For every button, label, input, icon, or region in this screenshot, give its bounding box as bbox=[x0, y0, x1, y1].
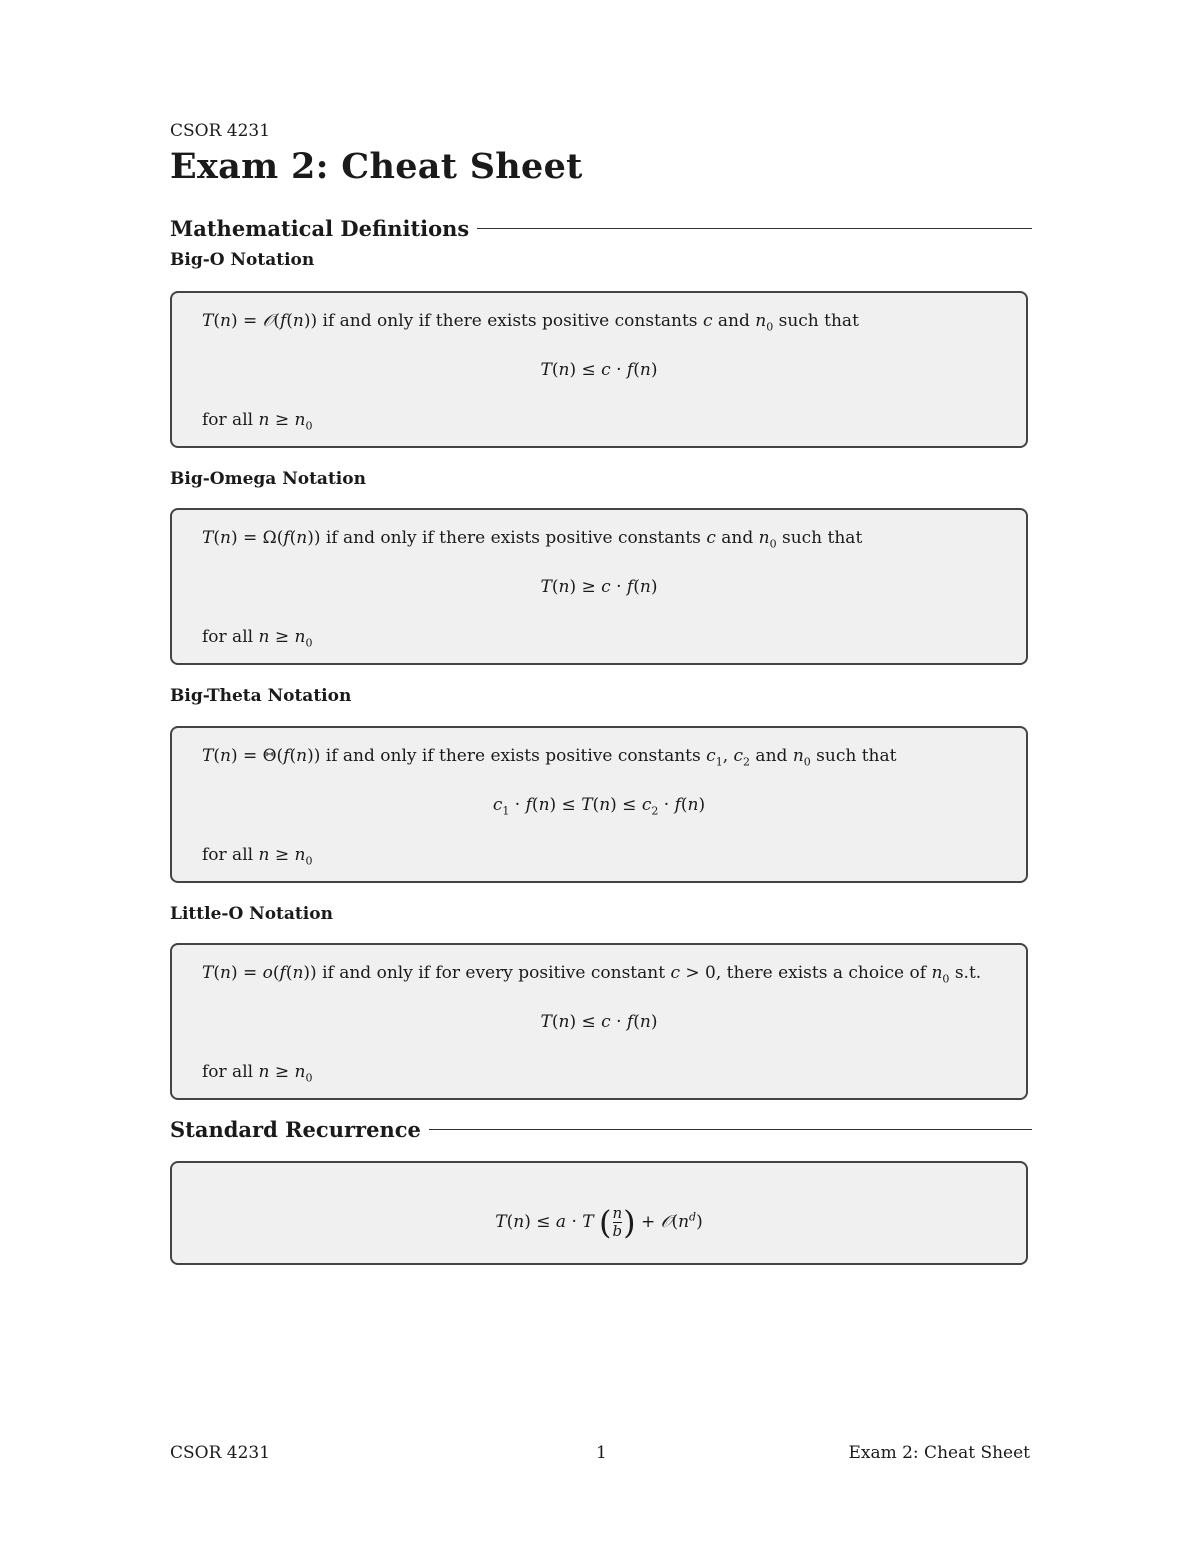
section-rule bbox=[477, 228, 1032, 229]
big-omega-heading: Big-Omega Notation bbox=[170, 469, 366, 489]
big-o-for-all: for all $n \ge n_0$ bbox=[202, 410, 313, 433]
little-o-heading: Little-O Notation bbox=[170, 904, 333, 924]
page-title: Exam 2: Cheat Sheet bbox=[170, 146, 583, 187]
big-o-box bbox=[170, 291, 1028, 448]
recurrence-formula: T(n) ≤ a · T ( $\frac{n}{b}$ ) + $𝒪(n^d)$ bbox=[495, 1203, 703, 1242]
big-omega-box bbox=[170, 508, 1028, 665]
footer-title: Exam 2: Cheat Sheet bbox=[848, 1443, 1030, 1463]
big-o-inequality: T(n) ≤ c · f(n) bbox=[540, 360, 658, 380]
big-omega-inequality: T(n) ≥ c · f(n) bbox=[540, 577, 658, 597]
big-theta-box bbox=[170, 726, 1028, 883]
big-theta-heading: Big-Theta Notation bbox=[170, 686, 352, 706]
big-theta-definition: T(n) = Θ(f(n)) if and only if there exists positive constants $c_1$, $c_2$ and $n_0$ such that bbox=[202, 746, 897, 769]
little-o-definition: T(n) = o(f(n)) if and only if for every positive constant c > 0, there exists a choice of $n_0$ s.t. bbox=[202, 963, 982, 986]
big-omega-for-all: for all $n \ge n_0$ bbox=[202, 627, 313, 650]
section-title: Standard Recurrence bbox=[170, 1117, 421, 1142]
little-o-box bbox=[170, 943, 1028, 1100]
little-o-inequality: T(n) ≤ c · f(n) bbox=[540, 1012, 658, 1032]
section-standard-recurrence bbox=[170, 1117, 1032, 1142]
big-theta-inequality: $c_1 \cdot f(n) \le T(n) \le c_2 \cdot f(n)$ bbox=[492, 795, 706, 818]
big-theta-for-all: for all $n \ge n_0$ bbox=[202, 845, 313, 868]
little-o-for-all: for all $n \ge n_0$ bbox=[202, 1062, 313, 1085]
footer-course: CSOR 4231 bbox=[170, 1443, 271, 1463]
section-math-definitions bbox=[170, 216, 1032, 241]
recurrence-box bbox=[170, 1161, 1028, 1265]
big-omega-definition: T(n) = Ω(f(n)) if and only if there exists positive constants c and $n_0$ such that bbox=[202, 528, 863, 551]
page-number: 1 bbox=[596, 1443, 607, 1463]
section-title: Mathematical Definitions bbox=[170, 216, 470, 241]
course-label: CSOR 4231 bbox=[170, 121, 271, 141]
section-rule bbox=[429, 1129, 1032, 1130]
big-o-definition: T(n) = 𝒪(f(n)) if and only if there exists positive constants c and $n_0$ such that bbox=[202, 311, 859, 334]
big-o-heading: Big-O Notation bbox=[170, 250, 315, 270]
